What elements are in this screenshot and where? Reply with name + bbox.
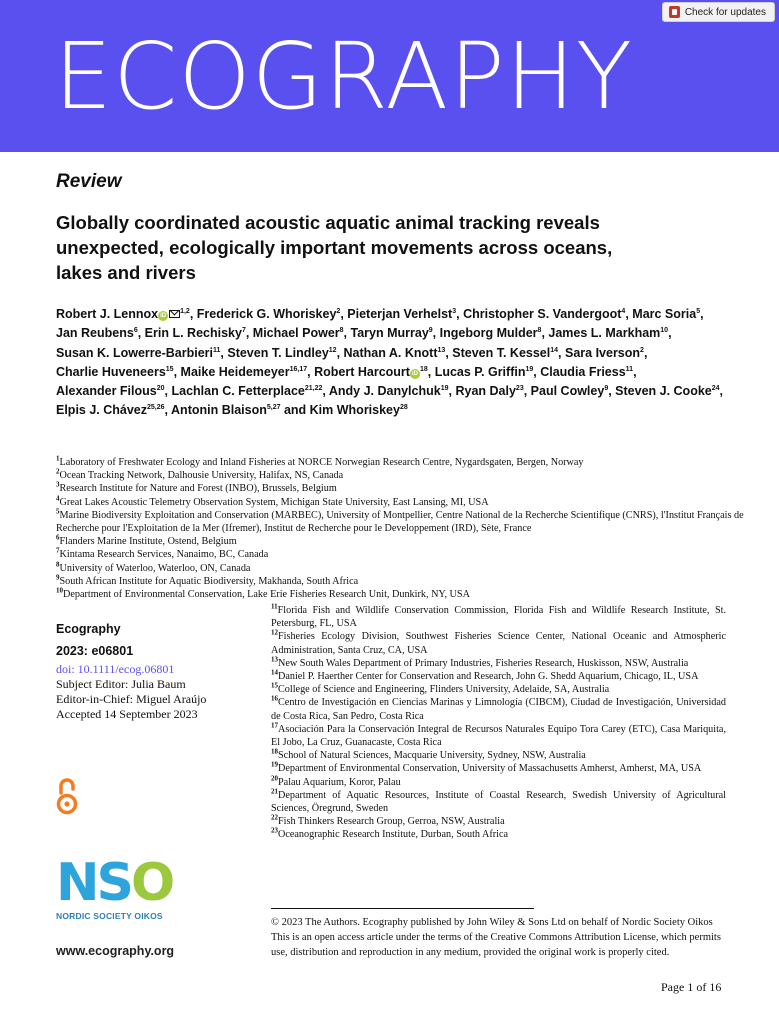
check-updates-icon bbox=[669, 6, 680, 18]
author-name: Ryan Daly$^{23}$ bbox=[455, 384, 524, 399]
affiliation-item: $^{12}$Fisheries Ecology Division, Southwest Fisheries Science Center, National Oceanic and Atmospheric Administration, Santa Cruz, CA, USA bbox=[271, 629, 726, 656]
nordic-society-oikos-logo bbox=[56, 853, 196, 927]
article-title: Globally coordinated acoustic aquatic animal tracking reveals unexpected, ecologically important movements across oceans, lakes and rivers bbox=[56, 212, 613, 283]
author-name: Sara Iverson$^2$ bbox=[564, 345, 644, 360]
copyright-text: © 2023 The Authors. Ecography published by John Wiley & Sons Ltd on behalf of Nordic Society Oikos bbox=[271, 917, 713, 928]
affiliation-item: $^{11}$Florida Fish and Wildlife Conservation Commission, Florida Fish and Wildlife Research Institute, St. Petersburg, FL, USA bbox=[271, 602, 726, 630]
sidebar-citation: 2023: e06801 bbox=[56, 644, 134, 658]
orcid-icon[interactable]: iD bbox=[411, 370, 418, 377]
affiliation-item: $^{15}$College of Science and Engineering, Flinders University, Adelaide, SA, Australia bbox=[271, 681, 610, 696]
affiliation-item: $^5$Marine Biodiversity Exploitation and Conservation (MARBEC), University of Montpellier, Centre National de la Recherche Scientifique (CNRS), l'Institut Français de Recherche pour l'Exploitation de la Mer (Ifremer), Institut de Recherche pour le Developpement (IRD), Sète, France bbox=[56, 507, 744, 535]
author-name: Ingeborg Mulder$^8$ bbox=[439, 326, 542, 341]
affiliation-item: $^{13}$New South Wales Department of Primary Industries, Fisheries Research, Huskisson, NSW, Australia bbox=[271, 655, 689, 669]
affiliation-item: $^{14}$Daniel P. Haerther Center for Conservation and Research, John G. Shedd Aquarium, Chicago, IL, USA bbox=[271, 668, 699, 683]
affiliation-item: $^{19}$Department of Environmental Conservation, University of Massachusetts Amherst, Amherst, MA, USA bbox=[271, 761, 702, 775]
nso-subtitle: NORDIC SOCIETY OIKOS bbox=[56, 911, 163, 921]
nso-letters: NSO bbox=[56, 853, 173, 913]
author-name: James L. Markham$^{10}$ bbox=[548, 326, 669, 341]
footnote-rule bbox=[271, 908, 534, 909]
affiliation-item: $^{10}$Department of Environmental Conservation, Lake Erie Fisheries Research Unit, Dunkirk, NY, USA bbox=[56, 586, 470, 601]
author-name: Antonin Blaison$^{5,27}$ bbox=[171, 403, 281, 418]
author-name: Maike Heidemeyer$^{16,17}$ bbox=[180, 364, 308, 379]
author-name: Taryn Murray$^9$ bbox=[350, 326, 433, 341]
email-icon[interactable] bbox=[169, 310, 180, 318]
affiliation-item: $^4$Great Lakes Acoustic Telemetry Observation System, Michigan State University, East Lansing, MI, USA bbox=[56, 494, 489, 508]
affiliation-item: $^{22}$Fish Thinkers Research Group, Gerroa, NSW, Australia bbox=[271, 813, 505, 828]
check-updates-label: Check for updates bbox=[684, 6, 766, 18]
affiliation-item: $^{20}$Palau Aquarium, Koror, Palau bbox=[271, 774, 401, 788]
author-name: Erin L. Rechisky$^7$ bbox=[144, 326, 246, 341]
subject-editor: Subject Editor: Julia Baum bbox=[56, 677, 186, 691]
license-block bbox=[271, 916, 726, 961]
author-name: Lucas P. Griffin$^{19}$ bbox=[434, 364, 534, 379]
affiliation-item: $^8$University of Waterloo, Waterloo, ON, Canada bbox=[56, 560, 251, 574]
affiliation-item: $^6$Flanders Marine Institute, Ostend, Belgium bbox=[56, 533, 237, 548]
author-name: Alexander Filous$^{20}$ bbox=[56, 384, 165, 399]
affiliation-item: $^2$Ocean Tracking Network, Dalhousie University, Halifax, NS, Canada bbox=[56, 467, 344, 482]
website-link[interactable]: www.ecography.org bbox=[56, 944, 175, 958]
affiliation-item: $^{18}$School of Natural Sciences, Macquarie University, Sydney, NSW, Australia bbox=[271, 747, 586, 762]
affiliation-item: $^9$South African Institute for Aquatic Biodiversity, Makhanda, South Africa bbox=[56, 573, 359, 587]
journal-title: ECOGRAPHY bbox=[54, 23, 634, 130]
affiliation-item: $^3$Research Institute for Nature and Forest (INBO), Brussels, Belgium bbox=[56, 481, 337, 495]
affiliation-item: $^{23}$Oceanographic Research Institute, Durban, South Africa bbox=[271, 827, 508, 841]
author-name: Lachlan C. Fetterplace$^{21,22}$ bbox=[171, 384, 323, 399]
author-name: Michael Power$^8$ bbox=[252, 326, 344, 341]
author-name: Frederick G. Whoriskey$^2$ bbox=[196, 307, 341, 321]
author-name: Kim Whoriskey$^{28}$ bbox=[309, 403, 408, 418]
author-name: Susan K. Lowerre-Barbieri$^{11}$ bbox=[56, 345, 221, 360]
page-number: Page 1 of 16 bbox=[661, 980, 722, 994]
author-name: Christopher S. Vandergoot$^4$ bbox=[463, 307, 626, 321]
journal-banner bbox=[0, 0, 779, 152]
author-name: Jan Reubens$^6$ bbox=[56, 326, 138, 341]
author-name: Robert J. Lennox iD$^{1,2}$ bbox=[56, 307, 190, 321]
author-name: Andy J. Danylchuk$^{19}$ bbox=[328, 384, 449, 399]
author-name: Steven T. Lindley$^{12}$ bbox=[227, 345, 337, 360]
open-access-icon bbox=[56, 777, 78, 815]
author-name: Marc Soria$^5$ bbox=[632, 307, 701, 321]
author-name: Claudia Friess$^{11}$ bbox=[540, 364, 634, 379]
orcid-icon[interactable]: iD bbox=[160, 313, 167, 319]
editor-in-chief: Editor-in-Chief: Miguel Araújo bbox=[56, 692, 207, 706]
affiliations-full-width bbox=[56, 456, 746, 601]
author-name: Paul Cowley$^9$ bbox=[530, 384, 609, 399]
author-name: Elpis J. Chávez$^{25,26}$ bbox=[56, 403, 165, 418]
author-list: Robert J. Lennox iD$^{1,2}$, Frederick G. Whoriskey$^2$, Pieterjan Verhelst$^3$, Christopher S. Vandergoot$^4$, Marc Soria$^5$, Jan Reubens$^6$, Erin L. Rechisky$^7$, Michael Power$^8$, Taryn Murray$^9$, Ingeborg Mulder$^8$, James L. Markham$^{10}$, Susan K. Lowerre-Barbieri$^{11}$, Steven T. Lindley$^{12}$, Nathan A. Knott$^{13}$, Steven T. Kessel$^{14}$, Sara Iverson$^2$, Charlie Huveneers$^{15}$, Maike Heidemeyer$^{16,17}$, Robert Harcourt $iD^{18}$, Lucas P. Griffin$^{19}$, Claudia Friess$^{11}$, Alexander Filous$^{20}$, Lachlan C. Fetterplace$^{21,22}$, Andy J. Danylchuk$^{19}$, Ryan Daly$^{23}$, Paul Cowley$^9$, Steven J. Cooke$^{24}$, Elpis J. Chávez$^{25,26}$, Antonin Blaison$^{5,27}$ and Kim Whoriskey$^{28}$ bbox=[56, 307, 724, 418]
article-type: Review bbox=[56, 171, 122, 192]
article-sidebar bbox=[56, 622, 256, 722]
accepted-date: Accepted 14 September 2023 bbox=[56, 707, 198, 721]
author-name: Steven T. Kessel$^{14}$ bbox=[452, 345, 559, 360]
sidebar-journal: Ecography bbox=[56, 622, 121, 636]
affiliation-item: $^1$Laboratory of Freshwater Ecology and Inland Fisheries at NORCE Norwegian Research Centre, Nygardsgaten, Bergen, Norway bbox=[56, 454, 584, 468]
affiliation-item: $^{17}$Asociación Para la Conservación Integral de Recursos Naturales Equipo Tora Carey (ETC), Casa Mariquita, El Jobo, La Cruz, Guanacaste, Costa Rica bbox=[271, 721, 726, 749]
author-name: Charlie Huveneers$^{15}$ bbox=[56, 364, 174, 379]
affiliation-item: $^7$Kintama Research Services, Nanaimo, BC, Canada bbox=[56, 547, 269, 561]
affiliations-right-column bbox=[271, 604, 726, 842]
author-name: Robert Harcourt $iD^{18}$ bbox=[314, 364, 428, 379]
license-terms: This is an open access article under the terms of the Creative Commons Attribution License, which permits use, distribution and reproduction in any medium, provided the original work is properly cited. bbox=[271, 932, 721, 958]
affiliation-item: $^{21}$Department of Aquatic Resources, Institute of Coastal Research, Swedish University of Agricultural Sciences, Öregrund, Sweden bbox=[271, 787, 726, 815]
author-name: Pieterjan Verhelst$^3$ bbox=[347, 307, 457, 321]
doi-link[interactable]: doi: 10.1111/ecog.06801 bbox=[56, 662, 175, 676]
check-for-updates-button[interactable] bbox=[662, 2, 775, 22]
author-name: Steven J. Cooke$^{24}$ bbox=[615, 384, 720, 399]
author-name: Nathan A. Knott$^{13}$ bbox=[343, 345, 446, 360]
affiliation-item: $^{16}$Centro de Investigación en Ciencias Marinas y Limnología (CIBCM), Ciudad de Investigación, Universidad de Costa Rica, San Pedro, Costa Rica bbox=[271, 695, 726, 722]
